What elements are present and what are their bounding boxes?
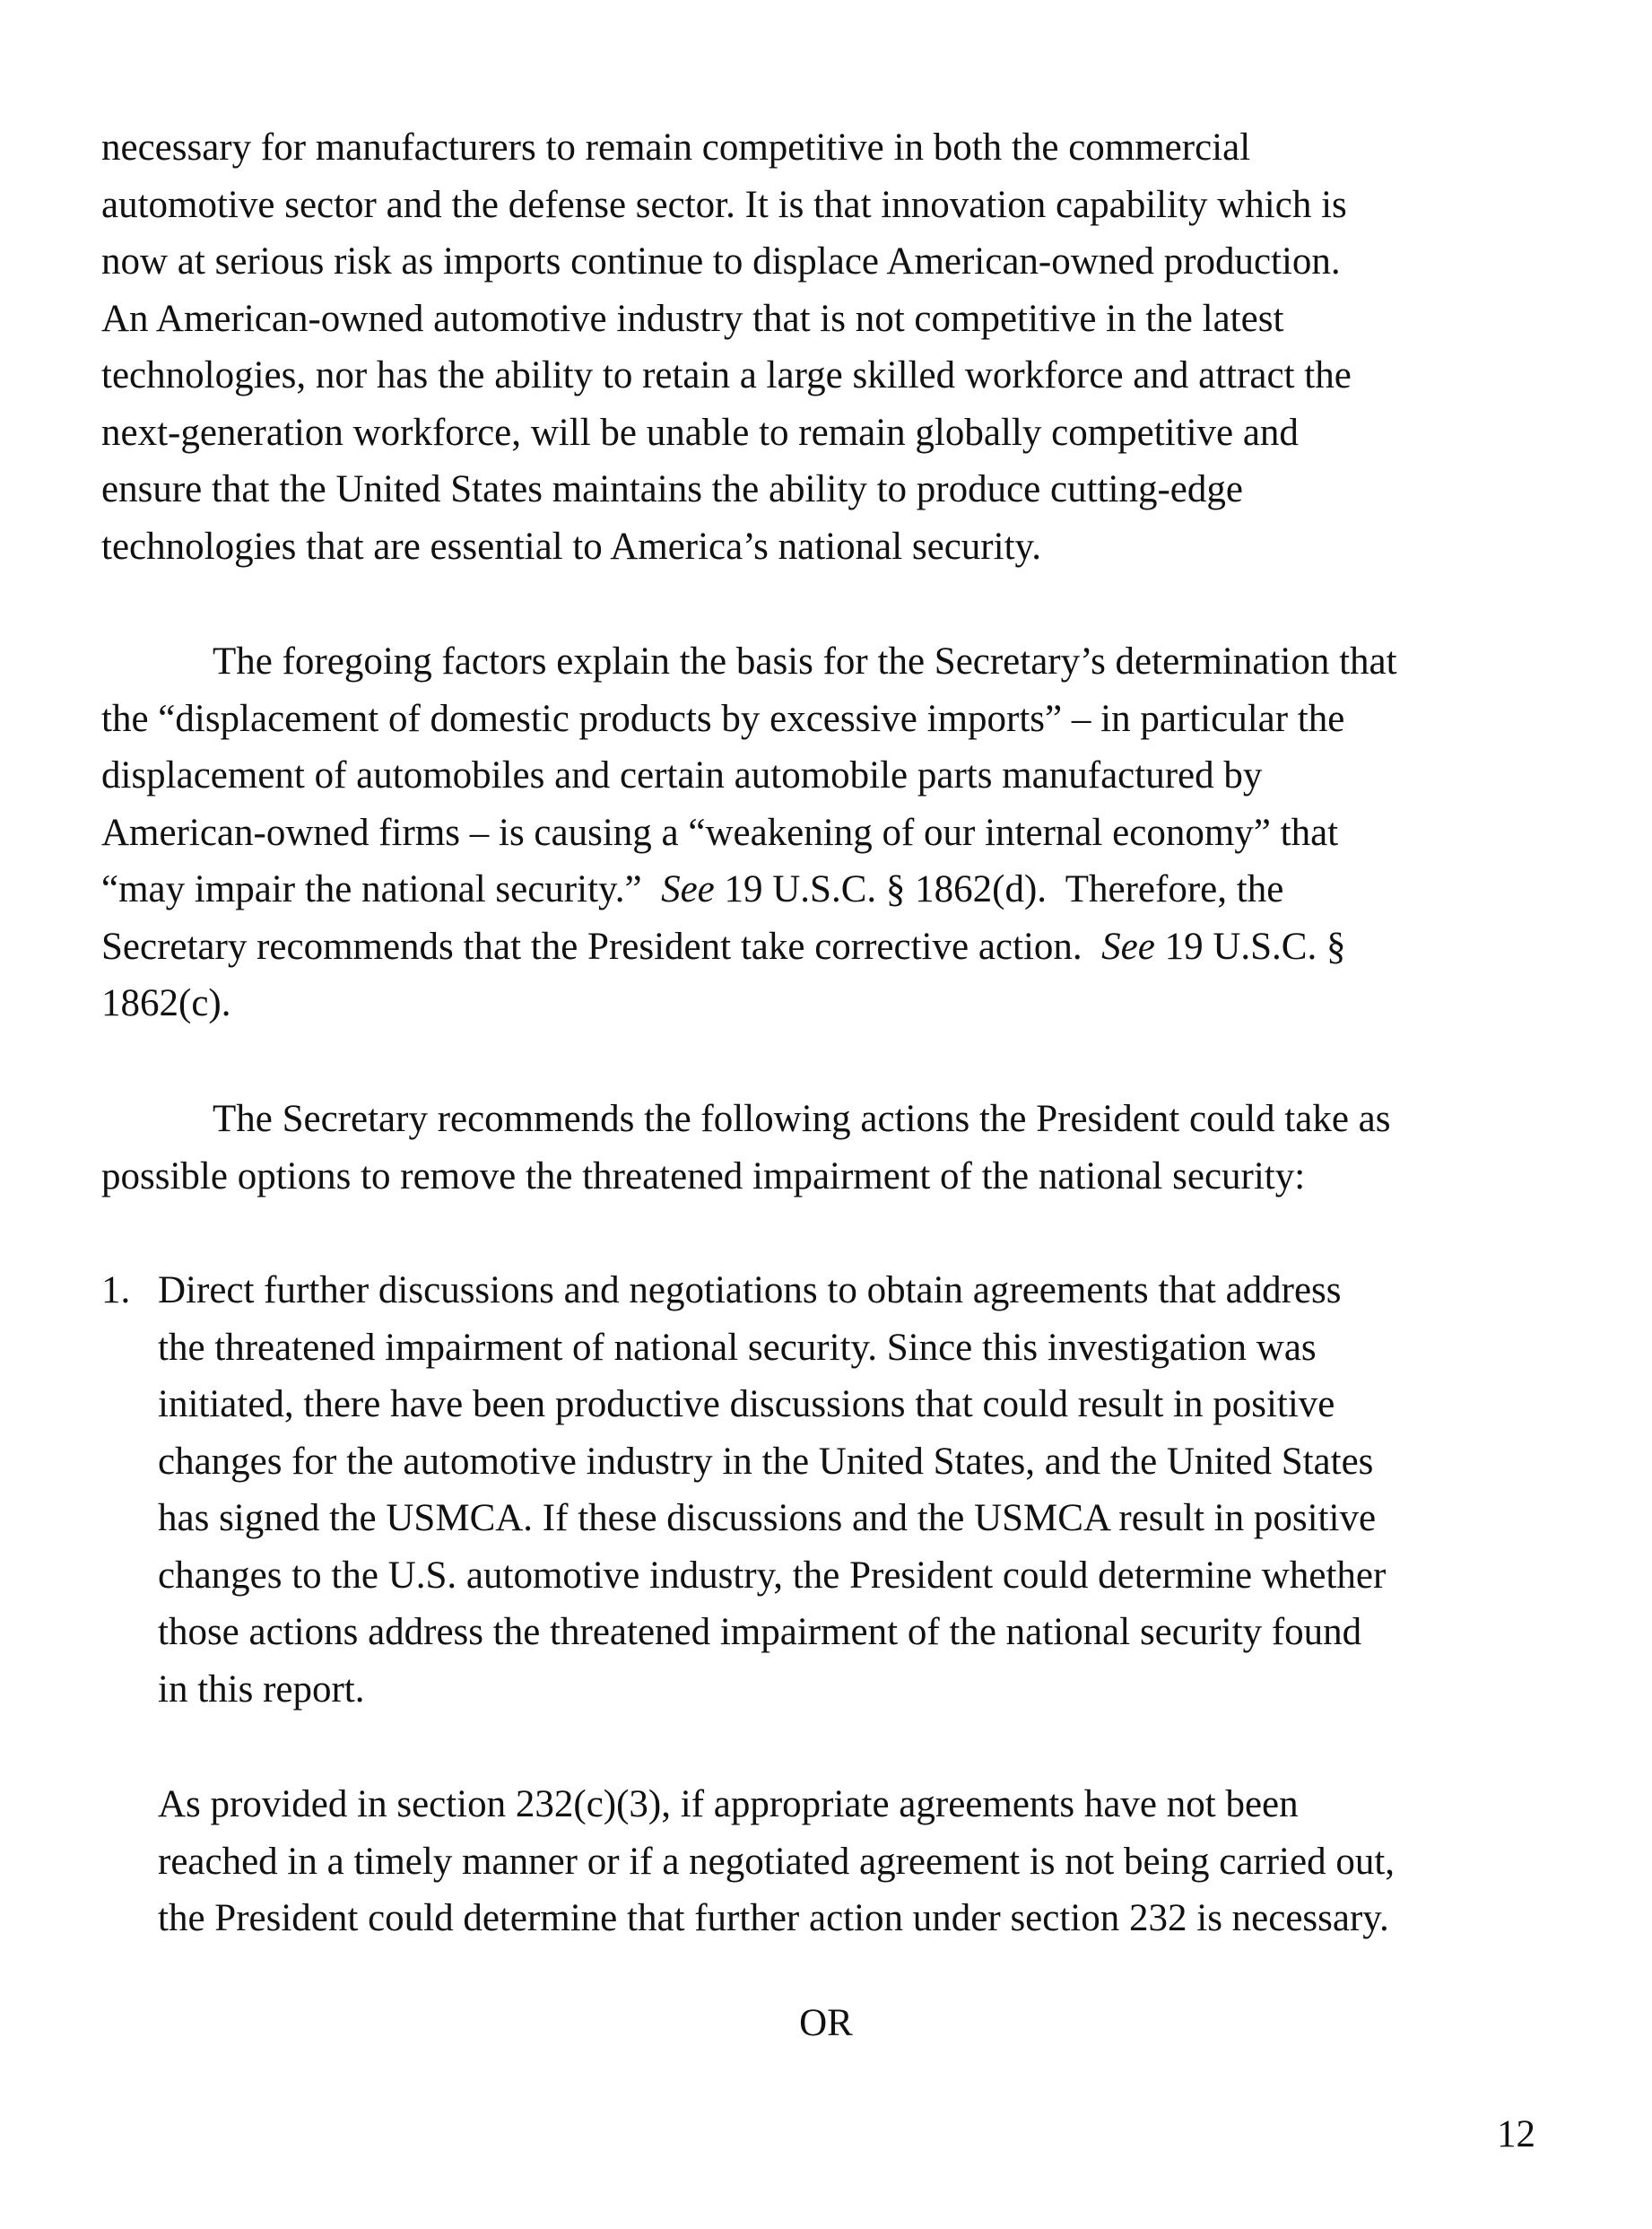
text-line: changes for the automotive industry in the United States, and the United States (158, 1440, 1374, 1483)
text-line (101, 919, 1554, 976)
text-line: displacement of automobiles and certain automobile parts manufactured by (101, 754, 1263, 797)
or-separator: OR (799, 2002, 853, 2044)
text-segment: Secretary recommends that the President take corrective action. (101, 925, 1102, 968)
paragraph-secretary-determination (101, 633, 1554, 1032)
paragraph-recommended-actions (101, 1091, 1554, 1205)
text-line (101, 861, 1554, 919)
text-line: in this report. (158, 1667, 365, 1711)
text-line: the “displacement of domestic products by excessive imports” – in particular the (101, 697, 1345, 740)
citation-signal: See (1101, 925, 1155, 968)
list-item-1 (101, 1262, 1554, 1728)
text-line: The foregoing factors explain the basis for the Secretary’s determination that (213, 640, 1397, 683)
text-segment: “may impair the national security.” (101, 868, 662, 910)
text-line: technologies that are essential to America’s national security. (101, 525, 1041, 568)
citation-text: 19 U.S.C. § (1154, 925, 1346, 968)
list-item-body (158, 1262, 1554, 1718)
text-line: American-owned firms – is causing a “weakening of our internal economy” that (101, 811, 1339, 854)
text-line: the President could determine that further action under section 232 is necessary. (158, 1897, 1389, 1939)
text-line: initiated, there have been productive discussions that could result in positive (158, 1383, 1335, 1425)
text-line: changes to the U.S. automotive industry, the President could determine whether (158, 1554, 1387, 1597)
text-line: technologies, nor has the ability to retain a large skilled workforce and attract the (101, 354, 1352, 396)
citation-signal: See (661, 868, 715, 910)
page-number: 12 (1497, 2113, 1535, 2155)
text-line: 1862(c). (101, 982, 231, 1024)
text-line: Direct further discussions and negotiations to obtain agreements that address (158, 1269, 1342, 1311)
citation-text: 19 U.S.C. § 1862(d). Therefore, the (714, 868, 1284, 910)
list-number: 1. (101, 1269, 131, 1311)
text-line: possible options to remove the threatened impairment of the national security: (101, 1154, 1306, 1197)
text-line: reached in a timely manner or if a negotiated agreement is not being carried out, (158, 1840, 1396, 1883)
text-line: next-generation workforce, will be unable to remain globally competitive and (101, 411, 1299, 454)
text-line: ensure that the United States maintains the ability to produce cutting-edge (101, 468, 1243, 510)
text-line: An American-owned automotive industry that is not competitive in the latest (101, 297, 1284, 340)
text-line: necessary for manufacturers to remain competitive in both the commercial (101, 126, 1251, 169)
text-line: As provided in section 232(c)(3), if appropriate agreements have not been (158, 1783, 1299, 1825)
text-line: automotive sector and the defense sector. It is that innovation capability which is (101, 183, 1347, 226)
text-line: The Secretary recommends the following actions the President could take as (213, 1098, 1391, 1140)
text-line: has signed the USMCA. If these discussions and the USMCA result in positive (158, 1497, 1377, 1539)
list-item-1-continued (158, 1776, 1554, 1947)
text-line: those actions address the threatened impairment of the national security found (158, 1611, 1362, 1653)
paragraph-innovation-risk (101, 119, 1554, 575)
text-line: the threatened impairment of national security. Since this investigation was (158, 1326, 1317, 1369)
text-line: now at serious risk as imports continue to displace American-owned production. (101, 240, 1341, 283)
